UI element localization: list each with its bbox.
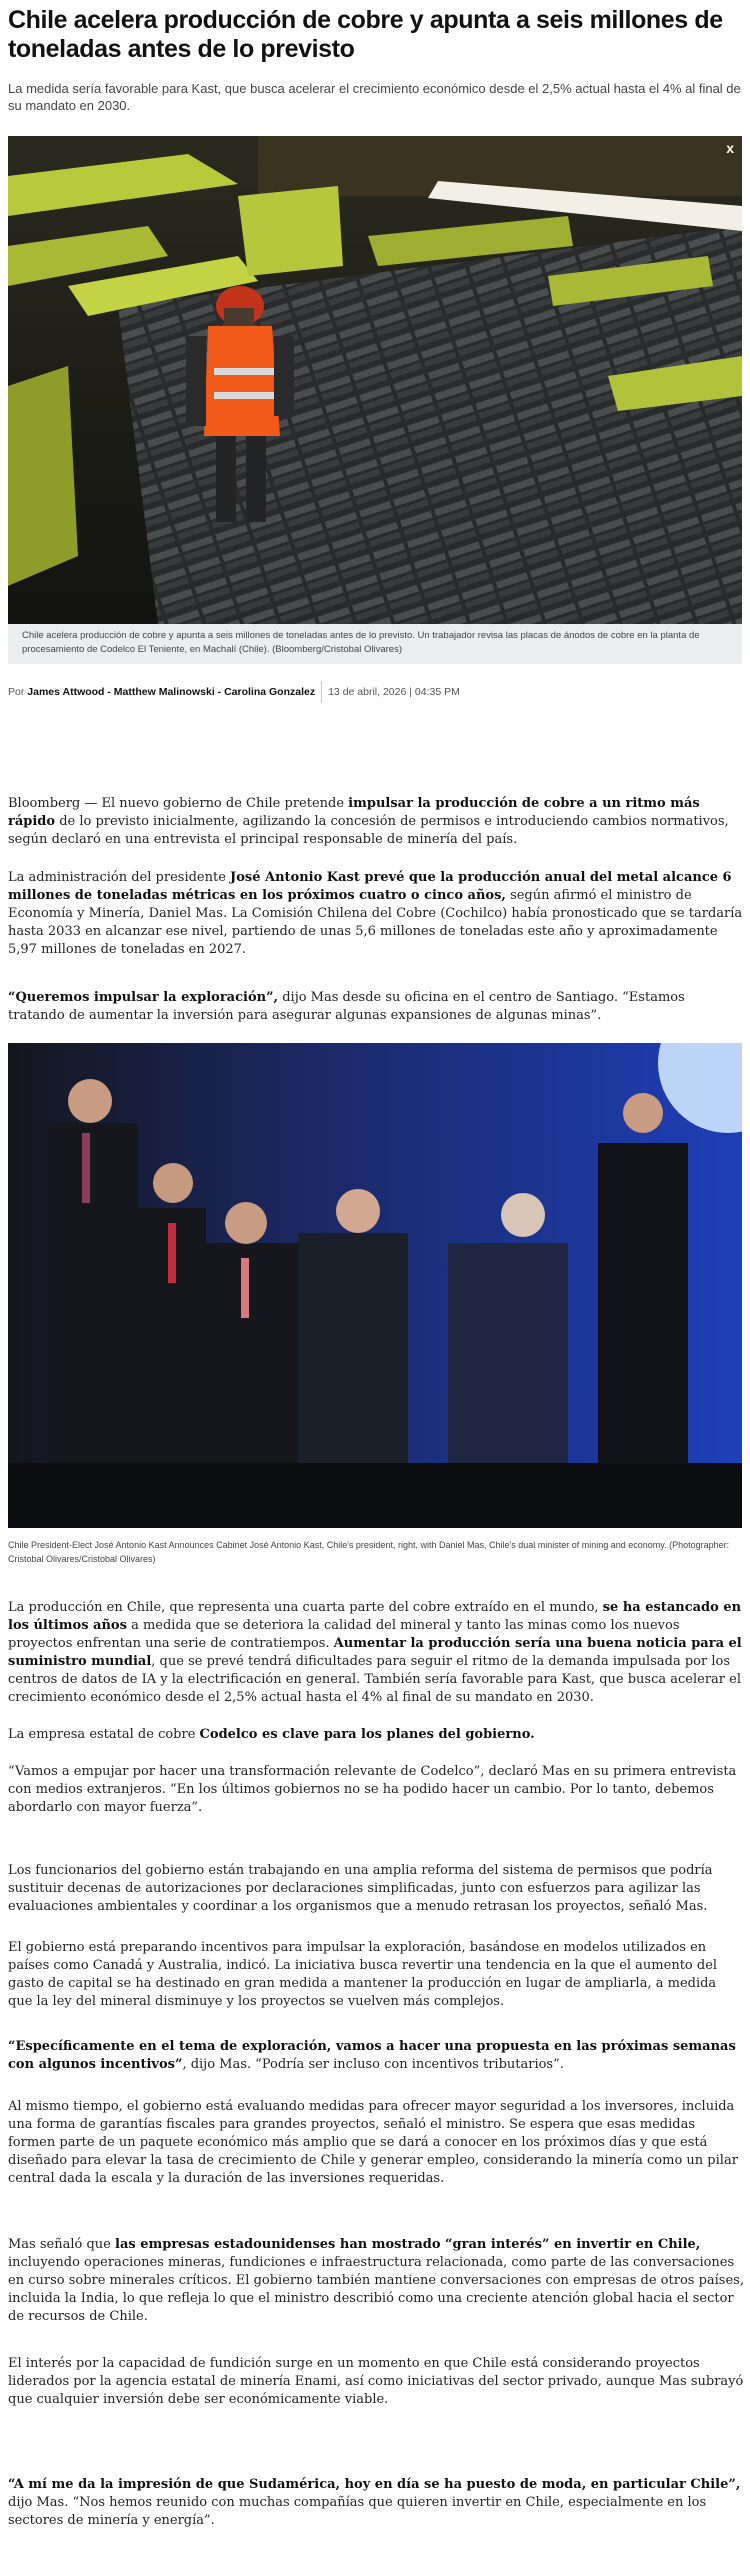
- cabinet-illustration: [8, 1043, 742, 1528]
- hero-photo[interactable]: [8, 136, 742, 624]
- cabinet-photo[interactable]: [8, 1043, 742, 1528]
- paragraph: “Queremos impulsar la exploración”, dijo Mas desde su oficina en el centro de Santiago. “Estamos tratando de aumentar la inversión para asegurar algunas expansiones de algunas minas”.: [8, 990, 685, 1023]
- close-icon[interactable]: x: [726, 140, 734, 156]
- paragraph: La empresa estatal de cobre Codelco es clave para los planes del gobierno.: [8, 1727, 535, 1742]
- byline-authors[interactable]: James Attwood - Matthew Malinowski - Carolina Gonzalez: [27, 686, 316, 698]
- paragraph: El interés por la capacidad de fundición surge en un momento en que Chile está considerando proyectos liderados por la agencia estatal de minería Enami, así como iniciativas del sector privado, aunque Mas subrayó que cualquier inversión debe ser económicamente viable.: [8, 2356, 744, 2407]
- paragraph: Al mismo tiempo, el gobierno está evaluando medidas para ofrecer mayor seguridad a los inversores, incluida una forma de garantías fiscales para grandes proyectos, señaló el ministro. Se espera que esas medidas formen parte de un paquete económico más amplio que se dará a conocer en los próximos días y que está diseñado para elevar la tasa de crecimiento de Chile y generar empleo, considerando la minería como un pilar central dada la escala y la duración de las inversiones requeridas.: [8, 2099, 738, 2186]
- paragraph: “Específicamente en el tema de exploración, vamos a hacer una propuesta en las próximas semanas con algunos incentivos”, dijo Mas. “Podría ser incluso con incentivos tributarios”.: [8, 2039, 736, 2072]
- paragraph: Mas señaló que las empresas estadounidenses han mostrado “gran interés” en invertir en Chile, incluyendo operaciones mineras, fundiciones e infraestructura relacionada, como parte de las conversaciones en curso sobre minerales críticos. El gobierno también mantiene conversaciones con empresas de otros países, incluida la India, lo que refleja lo que el ministro describió como una creciente atención global hacia el sector de recursos de Chile.: [8, 2237, 744, 2324]
- paragraph: Los funcionarios del gobierno están trabajando en una amplia reforma del sistema de permisos que podría sustituir decenas de autorizaciones por declaraciones simplificadas, junto con esfuerzos para agilizar las evaluaciones ambientales y coordinar a los organismos que a menudo retrasan los proyectos, señaló Mas.: [8, 1863, 713, 1914]
- byline: [8, 682, 460, 702]
- hero-caption: Chile acelera producción de cobre y apunta a seis millones de toneladas antes de lo previsto. Un trabajador revisa las placas de ánodos de cobre en la planta de procesamiento de Codelco El Teniente, en Machalí (Chile). (Bloomberg/Cristobal Olivares): [8, 624, 742, 664]
- article-subhead: La medida sería favorable para Kast, que busca acelerar el crecimiento económico desde el 2,5% actual hasta el 4% al final de su mandato en 2030.: [8, 81, 741, 113]
- article-headline: Chile acelera producción de cobre y apunta a seis millones de toneladas antes de lo previsto: [8, 6, 723, 63]
- paragraph: Bloomberg — El nuevo gobierno de Chile pretende impulsar la producción de cobre a un ritmo más rápido de lo previsto inicialmente, agilizando la concesión de permisos e introduciendo cambios normativos, según declaró en una entrevista el principal responsable de minería del país.: [8, 796, 729, 847]
- publish-date: 13 de abril, 2026 | 04:35 PM: [328, 686, 460, 698]
- paragraph: “A mí me da la impresión de que Sudamérica, hoy en día se ha puesto de moda, en particular Chile”, dijo Mas. “Nos hemos reunido con muchas compañías que quieren invertir en Chile, especialmente en los sectores de minería y energía”.: [8, 2477, 741, 2528]
- copper-plant-illustration: [8, 136, 742, 624]
- paragraph: La administración del presidente José Antonio Kast prevé que la producción anual del metal alcance 6 millones de toneladas métricas en los próximos cuatro o cinco años, según afirmó el ministro de Economía y Minería, Daniel Mas. La Comisión Chilena del Cobre (Cochilco) había pronosticado que se tardaría hasta 2033 en alcanzar ese nivel, partiendo de unas 5,6 millones de toneladas este año y aproximadamente 5,97 millones de toneladas en 2027.: [8, 870, 743, 957]
- byline-prefix: Por: [8, 686, 25, 698]
- byline-divider: [321, 681, 322, 703]
- paragraph: La producción en Chile, que representa una cuarta parte del cobre extraído en el mundo, se ha estancado en los últimos años a medida que se deteriora la calidad del mineral y tanto las minas como los nuevos proyectos enfrentan una serie de contratiempos. Aumentar la producción sería una buena noticia para el suministro mundial, que se prevé tendrá dificultades para seguir el ritmo de la demanda impulsada por los centros de datos de IA y la electrificación en general. También sería favorable para Kast, que busca acelerar el crecimiento económico desde el 2,5% actual hasta el 4% al final de su mandato en 2030.: [8, 1600, 742, 1705]
- figure-caption: Chile President-Elect José Antonio Kast Announces Cabinet José Antonio Kast, Chile's president, right, with Daniel Mas, Chile's dual minister of mining and economy. (Photographer: Cristobal Olivares/Cristobal Olivares): [8, 1540, 730, 1564]
- paragraph: El gobierno está preparando incentivos para impulsar la exploración, basándose en modelos utilizados en países como Canadá y Australia, indicó. La iniciativa busca revertir una tendencia en la que el aumento del gasto de capital se ha destinado en gran medida a mantener la producción en lugar de ampliarla, a medida que la ley del mineral disminuye y los proyectos se vuelven más complejos.: [8, 1940, 718, 2009]
- paragraph: “Vamos a empujar por hacer una transformación relevante de Codelco”, declaró Mas en su primera entrevista con medios extranjeros. “En los últimos gobiernos no se ha podido hacer un cambio. Por lo tanto, debemos abordarlo con mayor fuerza”.: [8, 1764, 737, 1815]
